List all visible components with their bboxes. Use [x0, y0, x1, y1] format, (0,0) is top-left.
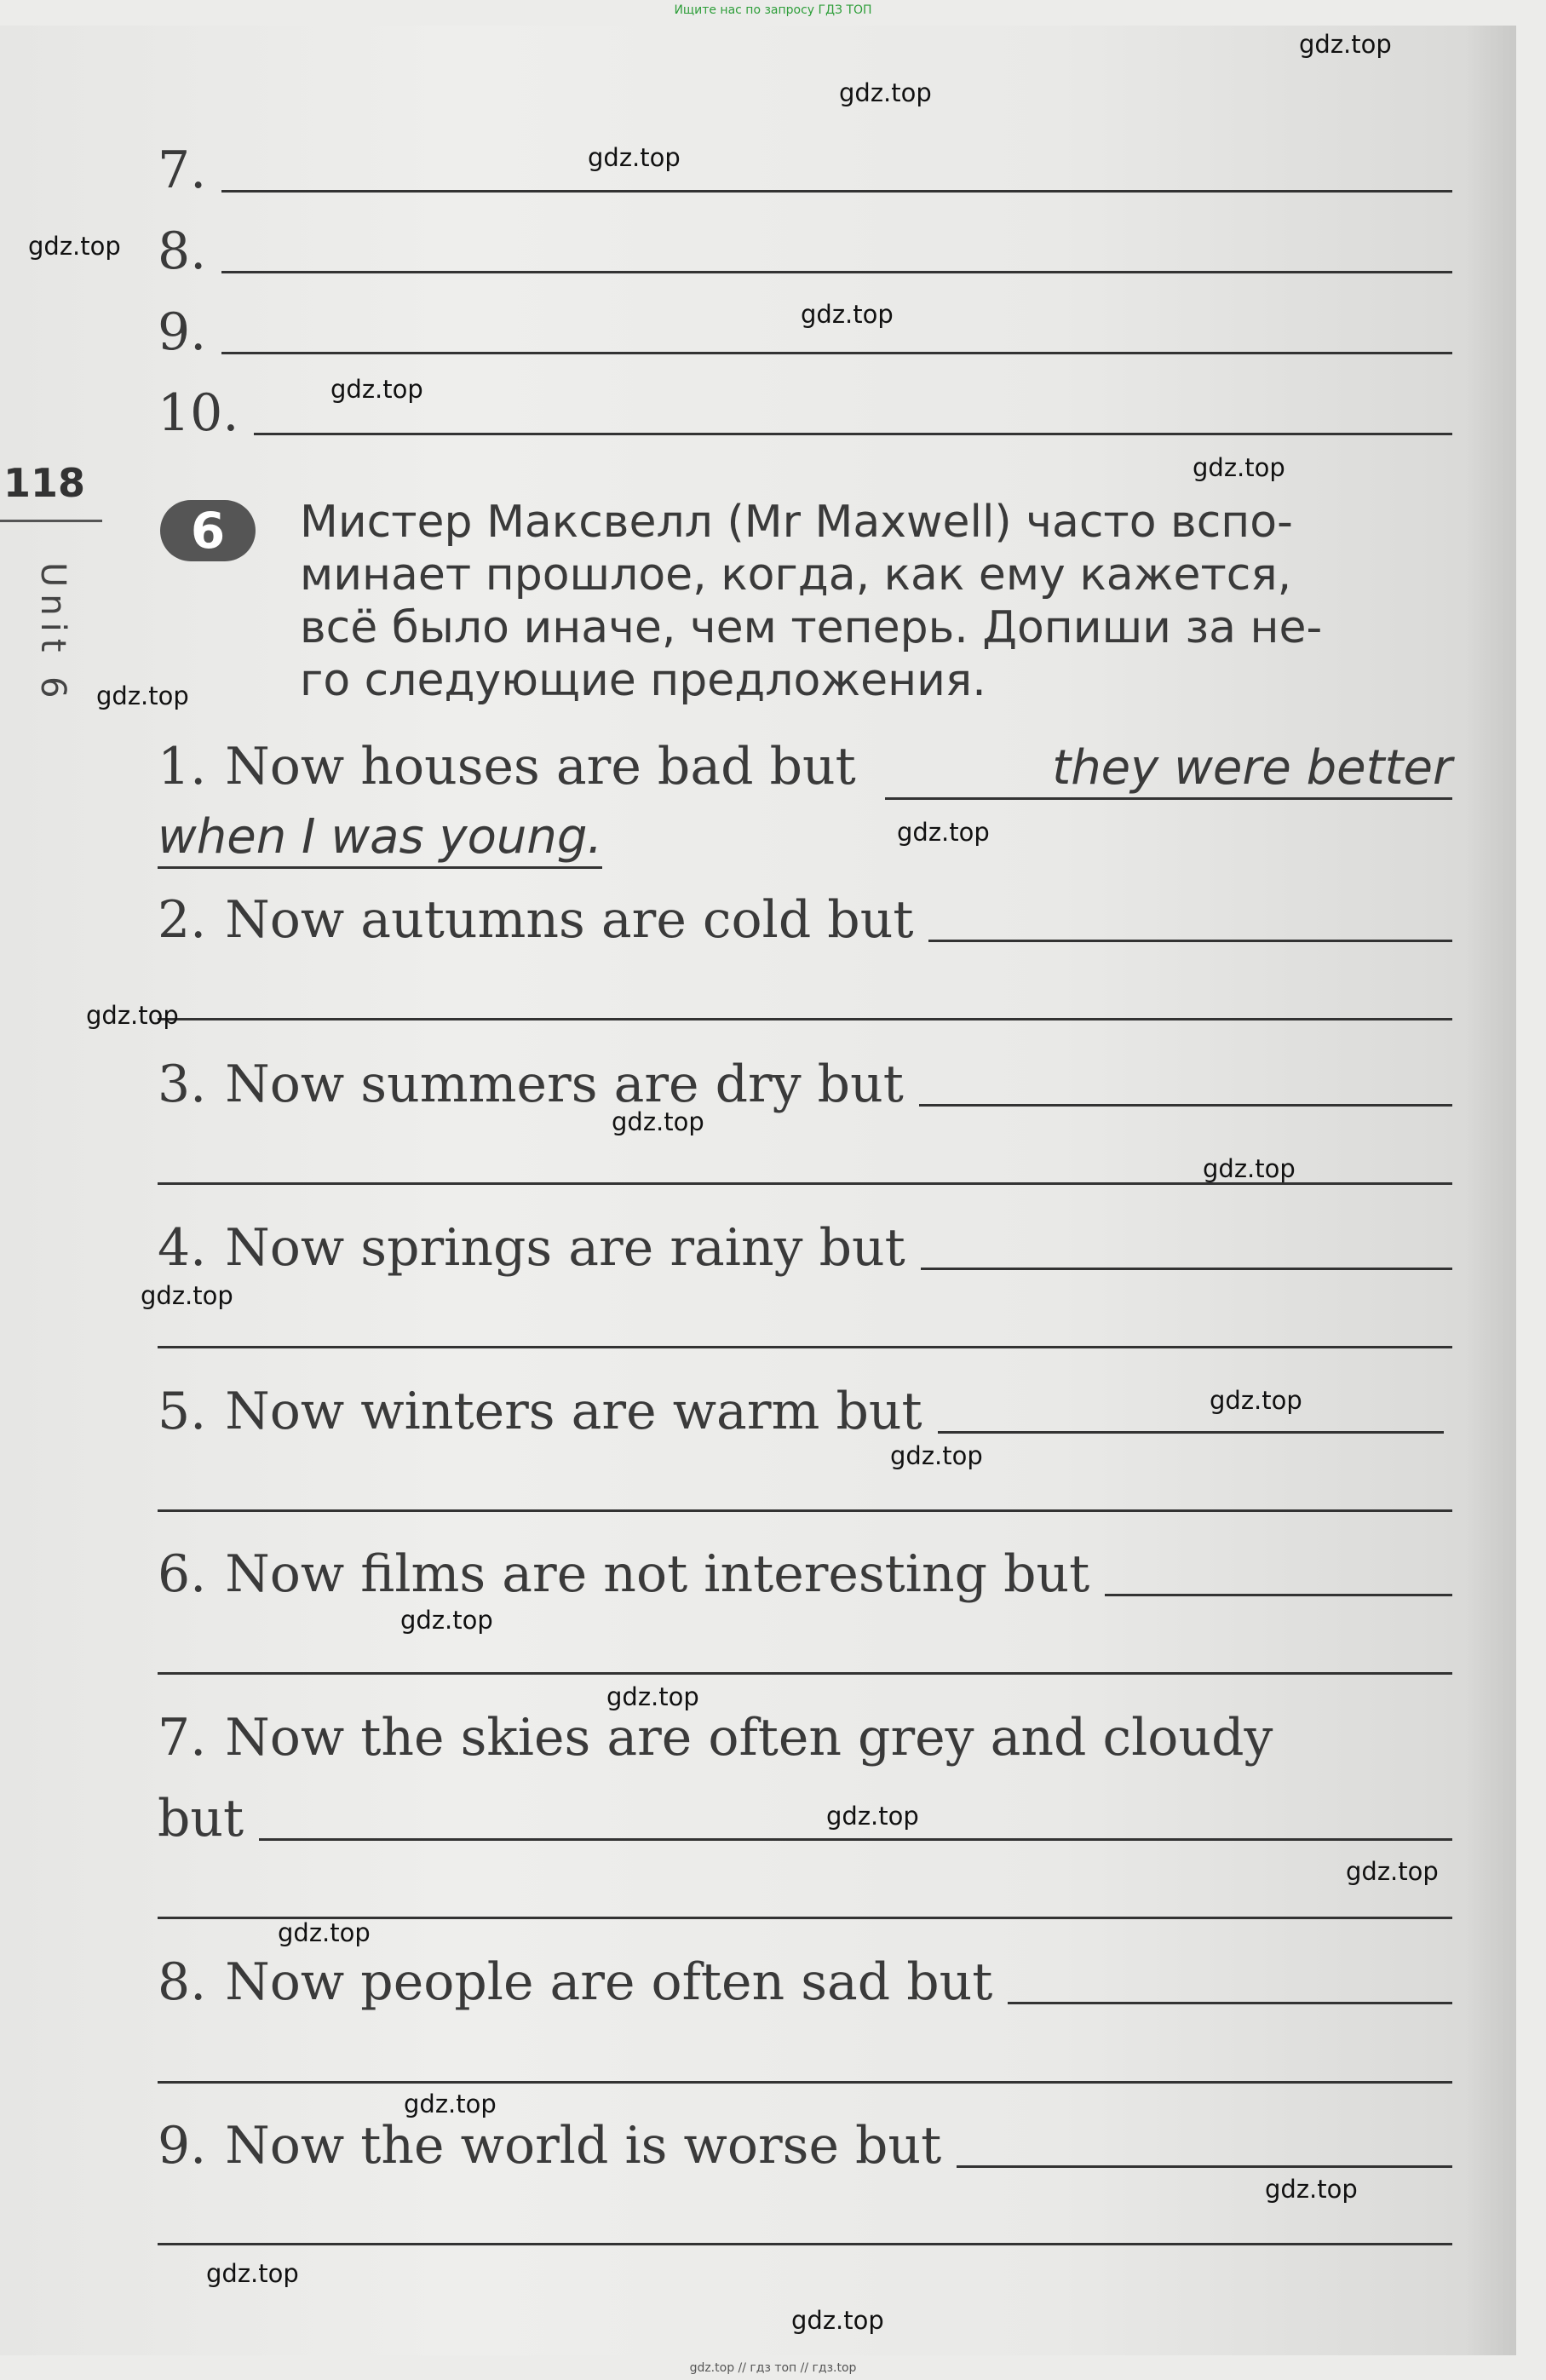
instruction-line-1: Мистер Максвелл (Mr Maxwell) часто вспо-	[300, 497, 1293, 548]
answer-line[interactable]	[919, 1102, 1452, 1107]
answer-text-2-wrap	[158, 809, 602, 865]
sentence-3	[158, 1055, 1452, 1114]
answer-line[interactable]	[221, 350, 1452, 354]
top-banner[interactable]: Ищите нас по запросу ГДЗ ТОП	[674, 3, 872, 17]
watermark: gdz.top	[897, 818, 990, 847]
watermark: gdz.top	[400, 1606, 493, 1635]
exercise-number-badge: 6	[160, 500, 256, 561]
watermark: gdz.top	[206, 2259, 299, 2288]
watermark: gdz.top	[791, 2306, 884, 2335]
watermark: gdz.top	[826, 1802, 919, 1831]
item-number: 9.	[158, 302, 207, 362]
watermark: gdz.top	[86, 1001, 179, 1030]
watermark: gdz.top	[612, 1107, 704, 1136]
sentence-text: Now springs are rainy but	[225, 1218, 905, 1278]
answer-line[interactable]	[221, 269, 1452, 273]
watermark: gdz.top	[801, 300, 894, 329]
watermark: gdz.top	[404, 2090, 497, 2118]
page-number: 118	[3, 460, 86, 506]
answer-line[interactable]	[254, 431, 1452, 435]
watermark: gdz.top	[1203, 1154, 1296, 1183]
answer-line[interactable]	[259, 1837, 1452, 1841]
item-number: 8.	[158, 221, 207, 281]
watermark: gdz.top	[588, 143, 681, 172]
answer-line-9b[interactable]	[158, 2243, 1452, 2245]
sentence-6	[158, 1544, 1452, 1604]
instruction-line-2: минает прошлое, когда, как ему кажется,	[300, 549, 1292, 601]
watermark: gdz.top	[1265, 2175, 1358, 2204]
sentence-number: 3.	[158, 1055, 207, 1114]
watermark: gdz.top	[839, 78, 932, 107]
answer-line-8b[interactable]	[158, 2081, 1452, 2084]
answer-line[interactable]	[221, 188, 1452, 193]
answer-line-5b[interactable]	[158, 1509, 1452, 1512]
sentence-text: Now summers are dry but	[225, 1055, 904, 1114]
sentence-number: 2.	[158, 890, 207, 950]
item-number: 7.	[158, 141, 207, 200]
bottom-banner[interactable]: gdz.top // гдз топ // гдз.top	[689, 2361, 857, 2375]
sentence-1	[158, 737, 1452, 800]
answer-text-2[interactable]: when I was young.	[158, 809, 602, 869]
instruction-line-3: всё было иначе, чем теперь. Допиши за не-	[300, 602, 1323, 653]
sentence-number: 1.	[158, 737, 207, 796]
answer-line[interactable]	[1008, 2000, 1452, 2004]
watermark: gdz.top	[890, 1441, 983, 1470]
sentence-number: 8.	[158, 1952, 207, 2012]
page-number-rule	[0, 520, 102, 522]
answer-line[interactable]	[957, 2164, 1452, 2168]
sentence-2	[158, 890, 1452, 950]
watermark: gdz.top	[1299, 30, 1392, 59]
sentence-4	[158, 1218, 1452, 1278]
answer-line-6b[interactable]	[158, 1672, 1452, 1675]
sentence-number: 6.	[158, 1544, 207, 1604]
sentence-number: 7.	[158, 1708, 207, 1768]
answer-line[interactable]	[1105, 1592, 1452, 1596]
sentence-7-cont	[158, 1789, 1452, 1848]
sentence-text: Now people are often sad but	[225, 1952, 993, 2012]
sentence-text: Now houses are bad but	[225, 737, 856, 796]
watermark: gdz.top	[606, 1682, 699, 1711]
answer-text-1[interactable]: they were better	[885, 740, 1452, 800]
sentence-text: Now the skies are often grey and cloudy	[225, 1708, 1273, 1768]
sentence-text: Now films are not interesting but	[225, 1544, 1090, 1604]
sentence-text: Now autumns are cold but	[225, 890, 914, 950]
watermark: gdz.top	[141, 1281, 233, 1310]
instruction-line-4: го следующие предложения.	[300, 655, 986, 706]
sentence-number: 9.	[158, 2116, 207, 2176]
page-spine-shadow	[1465, 26, 1516, 2355]
watermark: gdz.top	[1210, 1386, 1302, 1415]
watermark: gdz.top	[1193, 453, 1285, 482]
answer-line-4b[interactable]	[158, 1346, 1452, 1348]
watermark: gdz.top	[1346, 1857, 1439, 1886]
sentence-7	[158, 1708, 1452, 1768]
sentence-number: 4.	[158, 1218, 207, 1278]
sentence-text: Now the world is worse but	[225, 2116, 942, 2176]
unit-label: Unit 6	[33, 562, 72, 705]
answer-line[interactable]	[921, 1266, 1452, 1270]
sentence-text-cont: but	[158, 1789, 244, 1848]
watermark: gdz.top	[278, 1918, 371, 1947]
item-number: 10.	[158, 383, 239, 443]
watermark: gdz.top	[28, 232, 121, 261]
watermark: gdz.top	[96, 681, 189, 710]
top-item-8	[158, 221, 1452, 281]
watermark: gdz.top	[330, 375, 423, 404]
sentence-text: Now winters are warm but	[225, 1382, 922, 1441]
answer-line[interactable]	[928, 938, 1452, 942]
sentence-9	[158, 2116, 1452, 2176]
sentence-number: 5.	[158, 1382, 207, 1441]
top-item-7	[158, 141, 1452, 200]
answer-line-2b[interactable]	[158, 1018, 1452, 1020]
sentence-8	[158, 1952, 1452, 2012]
answer-line[interactable]	[938, 1429, 1444, 1434]
